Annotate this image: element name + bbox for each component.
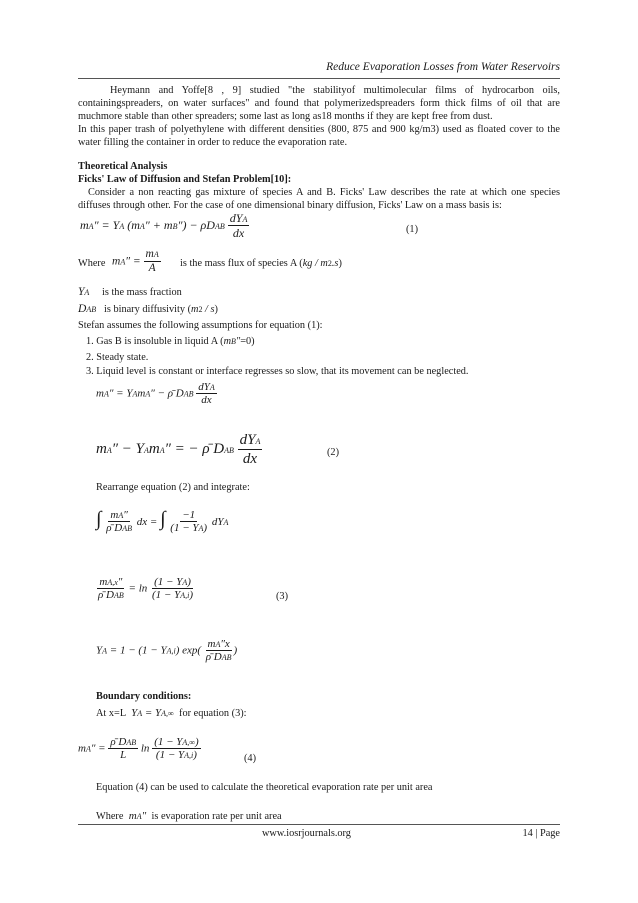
equation-3-number: (3)	[276, 591, 289, 602]
assumption-3: 3. Liquid level is constant or interface regresses so slow, that its movement can be neglected.	[86, 366, 469, 377]
where-label-2: Where	[96, 811, 124, 822]
where-label: Where	[78, 258, 106, 269]
mass-flux-definition: mA″ = $\frac{mA}{A}$	[112, 248, 159, 274]
boundary-heading: Boundary conditions:	[96, 691, 192, 702]
stefan-text: Stefan assumes the following assumptions for equation (1):	[78, 320, 323, 331]
mass-flux-text: is the mass flux of species A (kg / m2.s)	[180, 258, 342, 269]
evap-rate-label: is evaporation rate per unit area	[151, 811, 282, 822]
equation-intermediate: mA″ = YAmA″ − ρ̄ DAB $\frac{\text{dYA}}{dx}$	[96, 381, 215, 407]
at-x-label: At x=L	[96, 708, 126, 719]
section-heading: Theoretical Analysis	[78, 161, 168, 172]
eq4-usage-text: Equation (4) can be used to calculate the theoretical evaporation rate per unit area	[96, 782, 433, 793]
header-rule	[78, 78, 560, 79]
evap-rate-text: Where mA″ is evaporation rate per unit area	[96, 810, 282, 822]
mass-flux-label: is the mass flux of species A (	[180, 258, 303, 269]
equation-2: mA″ − YAmA″ = − ρ̄ DAB $\frac{\text{dYA}}{dx}$	[96, 432, 261, 467]
equation-4: mA″ = $\frac{\text{ρ̄ DAB}}{L}$ ln $\frac{(1 - YA,\infty)}{(1 - YA,i)}$	[78, 736, 199, 762]
running-title: Reduce Evaporation Losses from Water Reservoirs	[326, 61, 560, 73]
ya-solution-equation: YA = 1 − (1 − YA,i) exp( $\frac{mA''x}{\text{ρ̄ DAB}}$ )	[96, 638, 238, 664]
ya-description: is the mass fraction	[102, 287, 182, 298]
assumption-1: 1. Gas B is insoluble in liquid A (mB″=0)	[86, 336, 255, 347]
equation-2-number: (2)	[327, 447, 340, 458]
ya-symbol: YA	[78, 286, 90, 298]
section-paragraph: Consider a non reacting gas mixture of species A and B. Ficks' Law describes the rate at which one species diffuses through other. For the case of one dimensional binary diffusion, Ficks' Law on a mass basis is:	[78, 187, 560, 211]
assumption-1-label: 1. Gas B is insoluble in liquid A (	[86, 336, 224, 347]
dab-symbol: DAB	[78, 303, 97, 315]
footer-rule	[78, 824, 560, 825]
dab-label: is binary diffusivity (	[104, 304, 192, 315]
footer-page: 14 | Page	[522, 828, 560, 839]
equation-1-number: (1)	[406, 224, 419, 235]
equation-1: mA″ = YA (mA″ + mB″) − ρDAB $\frac{\text{dYA}}{dx}$	[80, 211, 248, 241]
assumption-2: 2. Steady state.	[86, 352, 149, 363]
footer-site: www.iosrjournals.org	[262, 828, 351, 839]
assumption-1-tail: =0)	[240, 336, 255, 347]
section-subheading: Ficks' Law of Diffusion and Stefan Problem[10]:	[78, 174, 292, 185]
equation-4-number: (4)	[244, 753, 257, 764]
dab-text: is binary diffusivity (m2 / s)	[104, 304, 218, 315]
intro-paragraph-2: In this paper trash of polyethylene with different densities (800, 875 and 900 kg/m3) used as floated cover to the water filling the container in order to reduce the evaporation rate.	[78, 124, 560, 148]
integral-equation: ∫ $\frac{mA''}{\text{ρ̄ DAB}}$ dx = ∫ $\frac{-1}{(1 - YA)}$ dYA	[96, 508, 229, 535]
boundary-text: At x=L YA = YA,∞ for equation (3):	[96, 707, 247, 719]
for-eq3-label: for equation (3):	[179, 708, 247, 719]
intro-paragraph-1: Heymann and Yoffe[8 , 9] studied "the stabilityof multimolecular films of hydrocarbon oils, containingspreaders, on water surfaces" and found that polymerizedspreaders form thick films of oil that are muchmore stable than other spreaders; some last as long as18 months if they are kept free from dust.	[78, 85, 560, 122]
equation-3: $\frac{mA,x''}{\text{ρ̄ DAB}}$ = ln $\frac{(1 - YA)}{(1 - YA,i)}$	[98, 576, 193, 602]
rearrange-text: Rearrange equation (2) and integrate:	[96, 482, 250, 493]
